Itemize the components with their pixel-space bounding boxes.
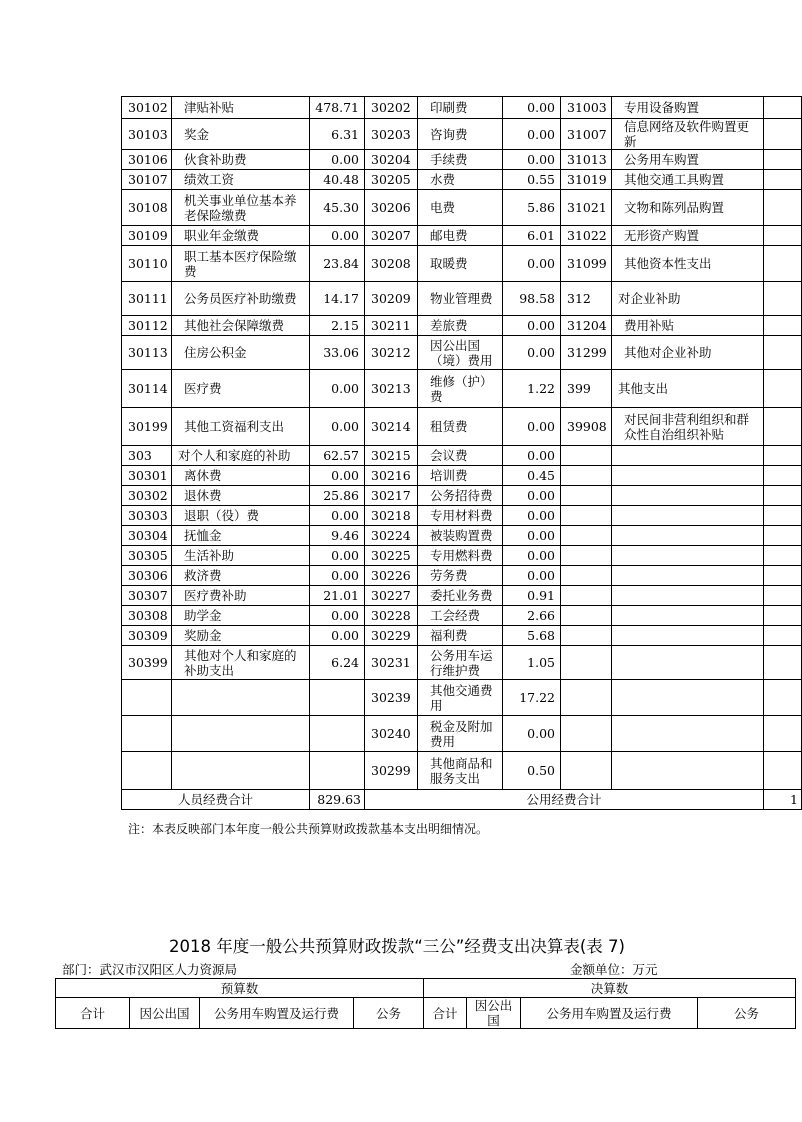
code2-cell: 30205 — [365, 170, 418, 190]
three-public-expenditure-table — [55, 978, 796, 1029]
name2-cell: 维修（护）费 — [418, 370, 503, 408]
code1-cell: 30107 — [122, 170, 172, 190]
value1-cell: 0.00 — [310, 408, 365, 446]
code2-cell: 30218 — [365, 506, 418, 526]
code3-cell — [561, 566, 612, 586]
table-row — [122, 170, 802, 190]
value3-cell — [764, 566, 802, 586]
code1-cell: 30301 — [122, 466, 172, 486]
code3-cell: 31007 — [561, 119, 612, 150]
code1-cell — [122, 752, 172, 790]
name3-cell: 其他支出 — [612, 370, 764, 408]
table-row — [122, 446, 802, 466]
amount-unit-label: 金额单位：万元 — [570, 962, 658, 977]
code3-cell: 31019 — [561, 170, 612, 190]
value3-cell — [764, 752, 802, 790]
code1-cell: 30111 — [122, 282, 172, 316]
table-row — [122, 606, 802, 626]
value1-cell: 0.00 — [310, 606, 365, 626]
budget-total-header: 合计 — [56, 998, 130, 1029]
value1-cell — [310, 716, 365, 752]
code2-cell: 30231 — [365, 646, 418, 680]
name3-cell — [612, 646, 764, 680]
name2-cell: 租赁费 — [418, 408, 503, 446]
value3-cell — [764, 716, 802, 752]
value3-cell — [764, 646, 802, 680]
code1-cell — [122, 680, 172, 716]
value1-cell: 23.84 — [310, 246, 365, 282]
value3-cell — [764, 246, 802, 282]
budget-vehicle-header: 公务用车购置及运行费 — [200, 998, 354, 1029]
value2-cell: 0.00 — [503, 316, 561, 336]
name2-cell: 取暖费 — [418, 246, 503, 282]
name2-cell: 公务招待费 — [418, 486, 503, 506]
name1-cell: 绩效工资 — [172, 170, 310, 190]
name3-cell — [612, 446, 764, 466]
name2-cell: 咨询费 — [418, 119, 503, 150]
code1-cell: 303 — [122, 446, 172, 466]
code3-cell: 31204 — [561, 316, 612, 336]
name1-cell: 退职（役）费 — [172, 506, 310, 526]
code1-cell: 30308 — [122, 606, 172, 626]
name1-cell — [172, 716, 310, 752]
value3-cell — [764, 526, 802, 546]
name3-cell — [612, 506, 764, 526]
code2-cell: 30299 — [365, 752, 418, 790]
code2-cell: 30216 — [365, 466, 418, 486]
name1-cell: 医疗费补助 — [172, 586, 310, 606]
code2-cell: 30226 — [365, 566, 418, 586]
name2-cell: 其他商品和服务支出 — [418, 752, 503, 790]
table-row — [122, 646, 802, 680]
name2-cell: 其他交通费用 — [418, 680, 503, 716]
table-row — [122, 97, 802, 119]
code3-cell: 31003 — [561, 97, 612, 119]
value2-cell: 0.45 — [503, 466, 561, 486]
value2-cell: 0.00 — [503, 408, 561, 446]
table-row — [122, 190, 802, 226]
code2-cell: 30203 — [365, 119, 418, 150]
name2-cell: 福利费 — [418, 626, 503, 646]
value1-cell: 0.00 — [310, 466, 365, 486]
public-total-value: 1 — [764, 790, 802, 810]
name1-cell: 抚恤金 — [172, 526, 310, 546]
value2-cell: 5.86 — [503, 190, 561, 226]
value2-cell: 0.00 — [503, 150, 561, 170]
final-total-header: 合计 — [424, 998, 467, 1029]
value1-cell: 40.48 — [310, 170, 365, 190]
value2-cell: 0.00 — [503, 246, 561, 282]
value2-cell: 0.00 — [503, 546, 561, 566]
name3-cell: 专用设备购置 — [612, 97, 764, 119]
name2-cell: 电费 — [418, 190, 503, 226]
name1-cell — [172, 752, 310, 790]
name2-cell: 邮电费 — [418, 226, 503, 246]
table-row — [122, 246, 802, 282]
name3-cell — [612, 486, 764, 506]
department-label: 部门：武汉市汉阳区人力资源局 — [62, 962, 238, 977]
code2-cell: 30224 — [365, 526, 418, 546]
table-row — [122, 486, 802, 506]
value2-cell: 6.01 — [503, 226, 561, 246]
code1-cell: 30109 — [122, 226, 172, 246]
table-row — [122, 336, 802, 370]
code3-cell: 31013 — [561, 150, 612, 170]
code1-cell: 30307 — [122, 586, 172, 606]
value1-cell: 0.00 — [310, 506, 365, 526]
value3-cell — [764, 119, 802, 150]
table7-group-header-row — [56, 979, 796, 998]
code3-cell: 31022 — [561, 226, 612, 246]
value2-cell: 98.58 — [503, 282, 561, 316]
value2-cell: 0.00 — [503, 486, 561, 506]
value3-cell — [764, 546, 802, 566]
code2-cell: 30225 — [365, 546, 418, 566]
table-note: 注：本表反映部门本年度一般公共预算财政拨款基本支出明细情况。 — [128, 822, 489, 836]
name1-cell: 助学金 — [172, 606, 310, 626]
code1-cell: 30110 — [122, 246, 172, 282]
code2-cell: 30212 — [365, 336, 418, 370]
name3-cell — [612, 752, 764, 790]
code3-cell — [561, 586, 612, 606]
value3-cell — [764, 408, 802, 446]
code2-cell: 30213 — [365, 370, 418, 408]
name1-cell: 职工基本医疗保险缴费 — [172, 246, 310, 282]
name2-cell: 被装购置费 — [418, 526, 503, 546]
name2-cell: 因公出国（境）费用 — [418, 336, 503, 370]
value1-cell: 14.17 — [310, 282, 365, 316]
code2-cell: 30211 — [365, 316, 418, 336]
table-row — [122, 119, 802, 150]
table-row — [122, 408, 802, 446]
code3-cell — [561, 466, 612, 486]
name2-cell: 劳务费 — [418, 566, 503, 586]
name1-cell: 职业年金缴费 — [172, 226, 310, 246]
value2-cell: 0.00 — [503, 119, 561, 150]
value1-cell: 45.30 — [310, 190, 365, 226]
value2-cell: 0.00 — [503, 506, 561, 526]
value2-cell: 0.00 — [503, 566, 561, 586]
table-row — [122, 586, 802, 606]
table-row — [122, 316, 802, 336]
value3-cell — [764, 506, 802, 526]
code2-cell: 30228 — [365, 606, 418, 626]
table-row — [122, 506, 802, 526]
code3-cell — [561, 680, 612, 716]
table-row — [122, 626, 802, 646]
name2-cell: 培训费 — [418, 466, 503, 486]
name3-cell: 其他对企业补助 — [612, 336, 764, 370]
code2-cell: 30202 — [365, 97, 418, 119]
value3-cell — [764, 170, 802, 190]
value2-cell: 5.68 — [503, 626, 561, 646]
name1-cell: 其他工资福利支出 — [172, 408, 310, 446]
code3-cell — [561, 716, 612, 752]
name1-cell: 退休费 — [172, 486, 310, 506]
value2-cell: 0.00 — [503, 97, 561, 119]
name2-cell: 物业管理费 — [418, 282, 503, 316]
value2-cell: 2.66 — [503, 606, 561, 626]
value2-cell: 0.00 — [503, 446, 561, 466]
value3-cell — [764, 446, 802, 466]
code3-cell: 39908 — [561, 408, 612, 446]
code3-cell: 312 — [561, 282, 612, 316]
name2-cell: 工会经费 — [418, 606, 503, 626]
final-vehicle-header: 公务用车购置及运行费 — [521, 998, 698, 1029]
value2-cell: 0.55 — [503, 170, 561, 190]
table-row — [122, 150, 802, 170]
final-header: 决算数 — [424, 979, 796, 998]
name3-cell: 信息网络及软件购置更新 — [612, 119, 764, 150]
code3-cell — [561, 446, 612, 466]
name1-cell: 生活补助 — [172, 546, 310, 566]
name3-cell — [612, 586, 764, 606]
code3-cell — [561, 626, 612, 646]
name2-cell: 税金及附加费用 — [418, 716, 503, 752]
public-total-label: 公用经费合计 — [365, 790, 764, 810]
code1-cell: 30103 — [122, 119, 172, 150]
value3-cell — [764, 370, 802, 408]
value1-cell: 21.01 — [310, 586, 365, 606]
value3-cell — [764, 316, 802, 336]
name3-cell: 费用补贴 — [612, 316, 764, 336]
code1-cell: 30399 — [122, 646, 172, 680]
name2-cell: 差旅费 — [418, 316, 503, 336]
name2-cell: 专用燃料费 — [418, 546, 503, 566]
code3-cell — [561, 546, 612, 566]
personnel-total-value: 829.63 — [310, 790, 365, 810]
code1-cell: 30102 — [122, 97, 172, 119]
value2-cell: 0.00 — [503, 716, 561, 752]
table-row — [122, 282, 802, 316]
value1-cell: 478.71 — [310, 97, 365, 119]
name1-cell: 伙食补助费 — [172, 150, 310, 170]
code2-cell: 30240 — [365, 716, 418, 752]
value2-cell: 0.00 — [503, 526, 561, 546]
code3-cell — [561, 752, 612, 790]
code2-cell: 30217 — [365, 486, 418, 506]
code1-cell: 30303 — [122, 506, 172, 526]
code2-cell: 30209 — [365, 282, 418, 316]
value2-cell: 0.50 — [503, 752, 561, 790]
budget-reception-header: 公务 — [354, 998, 424, 1029]
code2-cell: 30215 — [365, 446, 418, 466]
value1-cell: 0.00 — [310, 370, 365, 408]
code1-cell: 30304 — [122, 526, 172, 546]
value1-cell: 2.15 — [310, 316, 365, 336]
value1-cell: 25.86 — [310, 486, 365, 506]
name3-cell — [612, 566, 764, 586]
code3-cell: 399 — [561, 370, 612, 408]
value1-cell: 6.24 — [310, 646, 365, 680]
table7-column-header-row — [56, 998, 796, 1029]
code3-cell: 31299 — [561, 336, 612, 370]
final-reception-header: 公务 — [698, 998, 796, 1029]
code1-cell: 30306 — [122, 566, 172, 586]
code3-cell: 31021 — [561, 190, 612, 226]
value1-cell: 62.57 — [310, 446, 365, 466]
table-row — [122, 546, 802, 566]
code1-cell: 30108 — [122, 190, 172, 226]
table-row — [122, 716, 802, 752]
value2-cell: 0.00 — [503, 336, 561, 370]
value3-cell — [764, 626, 802, 646]
value1-cell: 6.31 — [310, 119, 365, 150]
name3-cell: 对企业补助 — [612, 282, 764, 316]
name3-cell — [612, 526, 764, 546]
value3-cell — [764, 282, 802, 316]
name1-cell: 离休费 — [172, 466, 310, 486]
value1-cell: 0.00 — [310, 150, 365, 170]
name1-cell: 对个人和家庭的补助 — [172, 446, 310, 466]
table-row — [122, 752, 802, 790]
name1-cell: 奖金 — [172, 119, 310, 150]
name1-cell: 公务员医疗补助缴费 — [172, 282, 310, 316]
name1-cell: 奖励金 — [172, 626, 310, 646]
name1-cell — [172, 680, 310, 716]
value1-cell: 9.46 — [310, 526, 365, 546]
budget-abroad-header: 因公出国 — [130, 998, 200, 1029]
code2-cell: 30206 — [365, 190, 418, 226]
code3-cell — [561, 526, 612, 546]
name1-cell: 其他社会保障缴费 — [172, 316, 310, 336]
value2-cell: 17.22 — [503, 680, 561, 716]
name1-cell: 机关事业单位基本养老保险缴费 — [172, 190, 310, 226]
code1-cell: 30112 — [122, 316, 172, 336]
code3-cell — [561, 606, 612, 626]
code1-cell: 30305 — [122, 546, 172, 566]
basic-expenditure-detail-table — [121, 96, 802, 810]
name2-cell: 水费 — [418, 170, 503, 190]
totals-row — [122, 790, 802, 810]
value3-cell — [764, 190, 802, 226]
code2-cell: 30227 — [365, 586, 418, 606]
value3-cell — [764, 226, 802, 246]
value2-cell: 0.91 — [503, 586, 561, 606]
code1-cell: 30302 — [122, 486, 172, 506]
value3-cell — [764, 486, 802, 506]
personnel-total-label: 人员经费合计 — [122, 790, 310, 810]
value2-cell: 1.22 — [503, 370, 561, 408]
table-row — [122, 466, 802, 486]
value2-cell: 1.05 — [503, 646, 561, 680]
name1-cell: 其他对个人和家庭的补助支出 — [172, 646, 310, 680]
name1-cell: 住房公积金 — [172, 336, 310, 370]
name1-cell: 津贴补贴 — [172, 97, 310, 119]
name3-cell — [612, 546, 764, 566]
name2-cell: 委托业务费 — [418, 586, 503, 606]
name3-cell: 其他资本性支出 — [612, 246, 764, 282]
code1-cell: 30113 — [122, 336, 172, 370]
code3-cell — [561, 646, 612, 680]
code2-cell: 30239 — [365, 680, 418, 716]
table-row — [122, 226, 802, 246]
name3-cell: 公务用车购置 — [612, 150, 764, 170]
name2-cell: 会议费 — [418, 446, 503, 466]
table-row — [122, 526, 802, 546]
code2-cell: 30207 — [365, 226, 418, 246]
code2-cell: 30204 — [365, 150, 418, 170]
value3-cell — [764, 150, 802, 170]
code2-cell: 30214 — [365, 408, 418, 446]
name3-cell: 其他交通工具购置 — [612, 170, 764, 190]
name3-cell — [612, 606, 764, 626]
name2-cell: 专用材料费 — [418, 506, 503, 526]
name2-cell: 印刷费 — [418, 97, 503, 119]
value1-cell: 0.00 — [310, 226, 365, 246]
code3-cell — [561, 506, 612, 526]
name3-cell: 无形资产购置 — [612, 226, 764, 246]
code1-cell: 30309 — [122, 626, 172, 646]
value1-cell: 33.06 — [310, 336, 365, 370]
value1-cell — [310, 752, 365, 790]
code1-cell: 30199 — [122, 408, 172, 446]
name2-cell: 公务用车运行维护费 — [418, 646, 503, 680]
value3-cell — [764, 586, 802, 606]
code2-cell: 30208 — [365, 246, 418, 282]
budget-header: 预算数 — [56, 979, 424, 998]
value1-cell: 0.00 — [310, 626, 365, 646]
name3-cell — [612, 466, 764, 486]
name3-cell — [612, 626, 764, 646]
value1-cell — [310, 680, 365, 716]
code1-cell: 30114 — [122, 370, 172, 408]
value1-cell: 0.00 — [310, 566, 365, 586]
code2-cell: 30229 — [365, 626, 418, 646]
table-row — [122, 680, 802, 716]
table-row — [122, 566, 802, 586]
value3-cell — [764, 336, 802, 370]
name3-cell — [612, 716, 764, 752]
final-abroad-header: 因公出国 — [467, 998, 521, 1029]
value3-cell — [764, 97, 802, 119]
code3-cell: 31099 — [561, 246, 612, 282]
table7-title: 2018 年度一般公共预算财政拨款“三公”经费支出决算表(表 7) — [169, 937, 625, 956]
name1-cell: 医疗费 — [172, 370, 310, 408]
code3-cell — [561, 486, 612, 506]
detail-table-body — [122, 97, 802, 810]
value3-cell — [764, 466, 802, 486]
name2-cell: 手续费 — [418, 150, 503, 170]
name3-cell — [612, 680, 764, 716]
value1-cell: 0.00 — [310, 546, 365, 566]
value3-cell — [764, 680, 802, 716]
table-row — [122, 370, 802, 408]
code1-cell: 30106 — [122, 150, 172, 170]
name3-cell: 文物和陈列品购置 — [612, 190, 764, 226]
value3-cell — [764, 606, 802, 626]
name1-cell: 救济费 — [172, 566, 310, 586]
code1-cell — [122, 716, 172, 752]
name3-cell: 对民间非营利组织和群众性自治组织补贴 — [612, 408, 764, 446]
